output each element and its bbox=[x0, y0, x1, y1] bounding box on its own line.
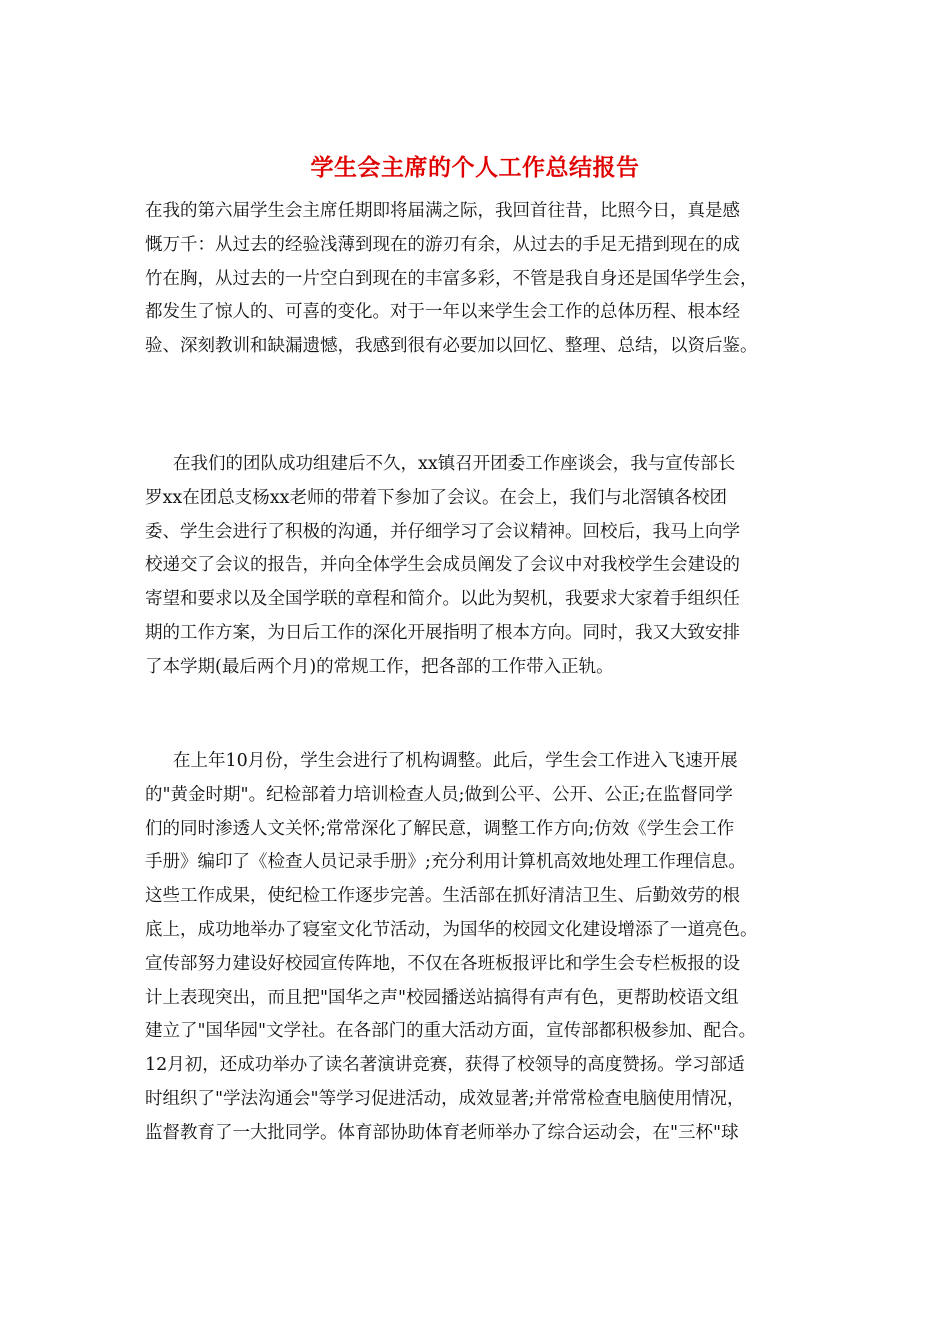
paragraph-intro bbox=[145, 195, 807, 364]
paragraph-restructuring bbox=[145, 745, 807, 1151]
paragraph-line: 慨万千：从过去的经验浅薄到现在的游刃有余，从过去的手足无措到现在的成 bbox=[145, 234, 740, 255]
paragraph-line: 监督教育了一大批同学。体育部协助体育老师举办了综合运动会，在"三杯"球 bbox=[145, 1122, 739, 1143]
paragraph-line: 的"黄金时期"。纪检部着力培训检查人员;做到公平、公开、公正;在监督同学 bbox=[145, 784, 733, 805]
paragraph-line: 手册》编印了《检查人员记录手册》;充分利用计算机高效地处理工作理信息。 bbox=[145, 852, 746, 873]
paragraph-team-formation bbox=[145, 448, 807, 685]
paragraph-line: 都发生了惊人的、可喜的变化。对于一年以来学生会工作的总体历程、根本经 bbox=[145, 302, 740, 323]
paragraph-line: 这些工作成果，使纪检工作逐步完善。生活部在抓好清洁卫生、后勤效劳的根 bbox=[145, 886, 740, 907]
paragraph-line: 们的同时渗透人文关怀;常常深化了解民意，调整工作方向;仿效《学生会工作 bbox=[145, 818, 735, 839]
paragraph-line: 验、深刻教训和缺漏遗憾，我感到很有必要加以回忆、整理、总结，以资后鉴。 bbox=[145, 336, 758, 357]
paragraph-line: 建立了"国华园"文学社。在各部门的重大活动方面，宣传部都积极参加、配合。 bbox=[145, 1021, 757, 1042]
paragraph-line: 计上表现突出，而且把"国华之声"校园播送站搞得有声有色，更帮助校语文组 bbox=[145, 987, 739, 1008]
paragraph-line: 底上，成功地举办了寝室文化节活动，为国华的校园文化建设增添了一道亮色。 bbox=[145, 919, 758, 940]
paragraph-line: 竹在胸，从过去的一片空白到现在的丰富多彩，不管是我自身还是国华学生会， bbox=[145, 268, 758, 289]
paragraph-line: 寄望和要求以及全国学联的章程和简介。以此为契机，我要求大家着手组织任 bbox=[145, 589, 740, 610]
paragraph-line: 12月初，还成功举办了读名著演讲竞赛，获得了校领导的高度赞扬。学习部适 bbox=[145, 1055, 745, 1076]
paragraph-line: 在上年10月份，学生会进行了机构调整。此后，学生会工作进入飞速开展 bbox=[173, 751, 738, 771]
paragraph-line: 了本学期(最后两个月)的常规工作，把各部的工作带入正轨。 bbox=[145, 656, 614, 677]
paragraph-line: 校递交了会议的报告，并向全体学生会成员阐发了会议中对我校学生会建设的 bbox=[145, 555, 740, 576]
paragraph-line: 在我们的团队成功组建后不久，xx镇召开团委工作座谈会，我与宣传部长 bbox=[173, 454, 736, 474]
paragraph-line: 期的工作方案，为日后工作的深化开展指明了根本方向。同时，我又大致安排 bbox=[145, 622, 740, 643]
paragraph-line: 时组织了"学法沟通会"等学习促进活动，成效显著;并常常检查电脑使用情况， bbox=[145, 1088, 745, 1109]
paragraph-line: 在我的第六届学生会主席任期即将届满之际，我回首往昔，比照今日，真是感 bbox=[145, 201, 740, 221]
paragraph-line: 罗xx在团总支杨xx老师的带着下参加了会议。在会上，我们与北滘镇各校团 bbox=[145, 487, 727, 508]
paragraph-line: 委、学生会进行了积极的沟通，并仔细学习了会议精神。回校后，我马上向学 bbox=[145, 521, 740, 542]
document-title: 学生会主席的个人工作总结报告 bbox=[310, 154, 640, 181]
paragraph-line: 宣传部努力建设好校园宣传阵地，不仅在各班板报评比和学生会专栏板报的设 bbox=[145, 953, 740, 974]
